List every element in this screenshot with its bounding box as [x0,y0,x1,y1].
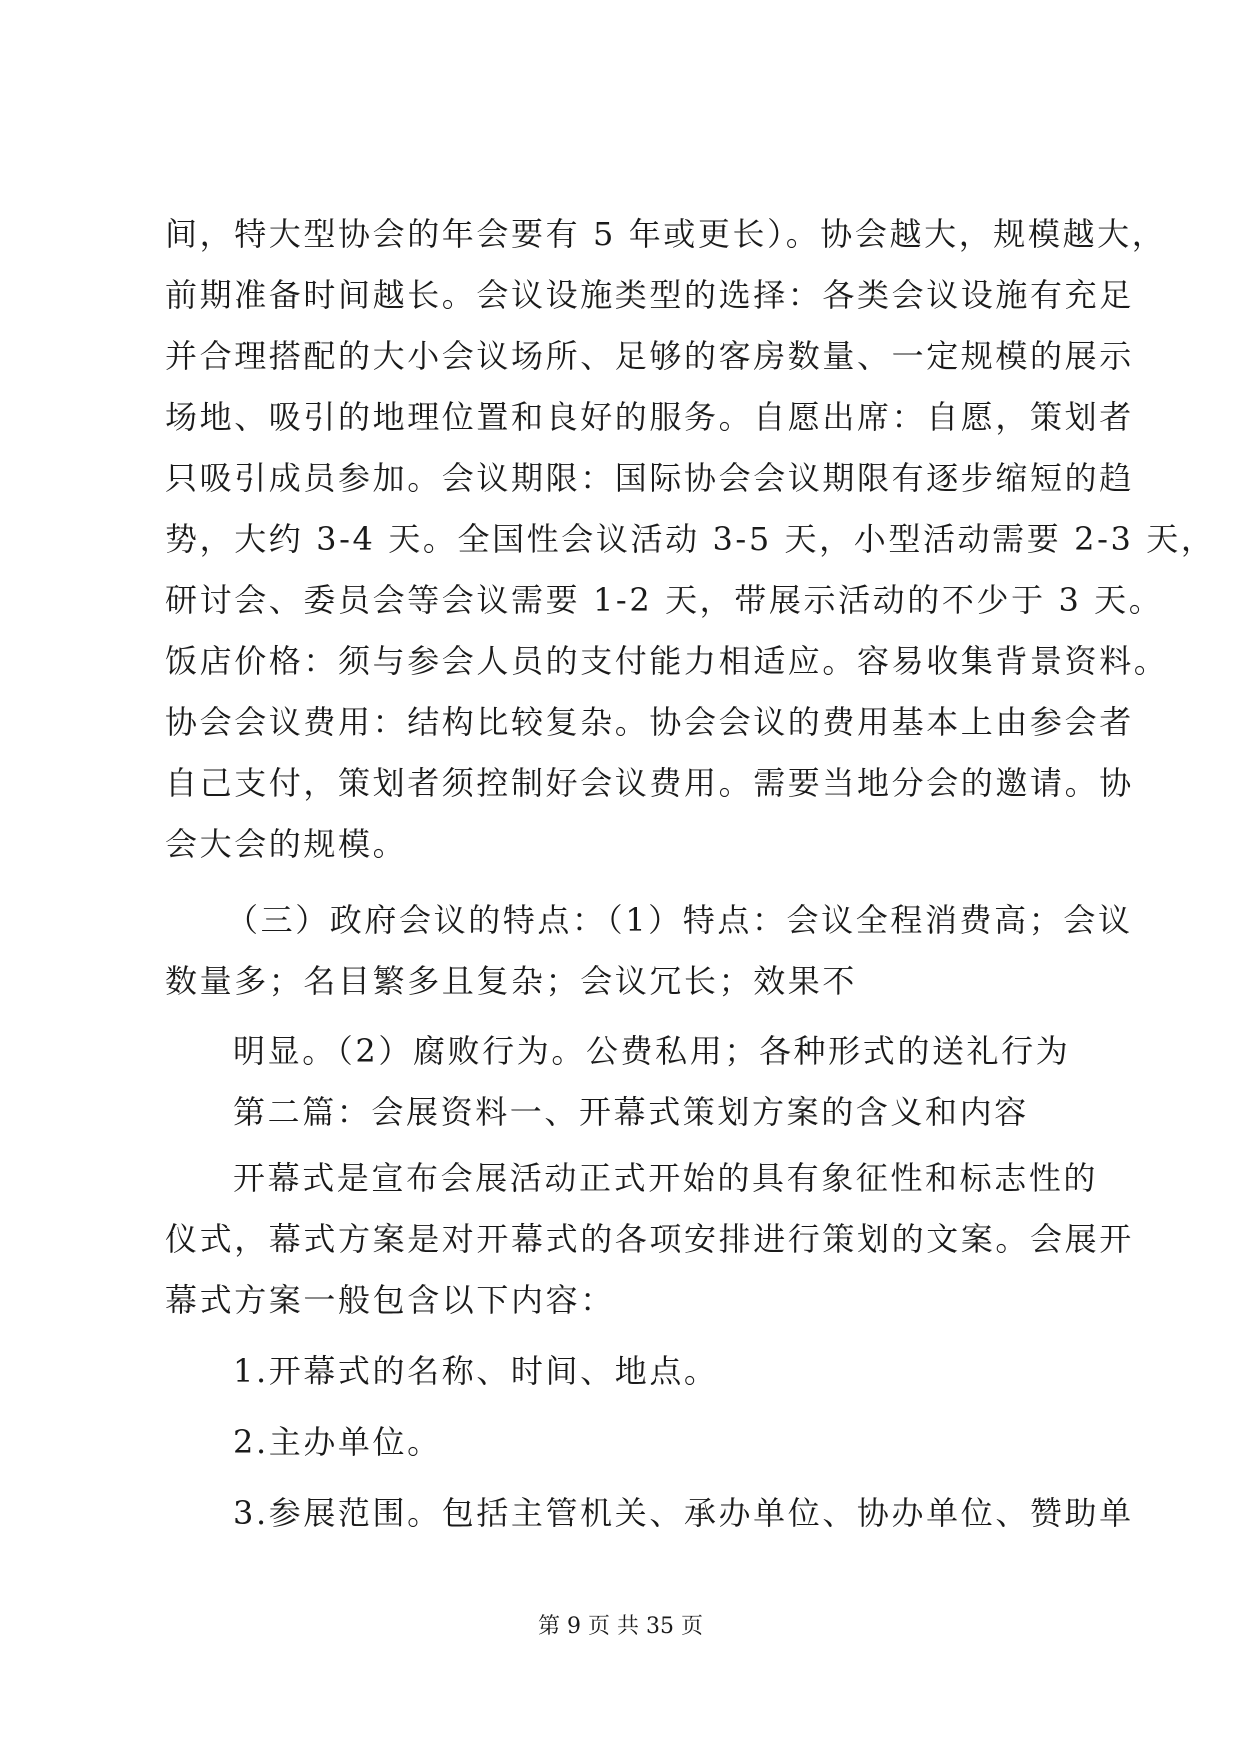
section-heading-line: （三）政府会议的特点：（1）特点：会议全程消费高；会议 [226,901,1133,939]
paragraph-line: 前期准备时间越长。会议设施类型的选择：各类会议设施有充足 [165,276,1134,314]
paragraph-line: 场地、吸引的地理位置和良好的服务。自愿出席：自愿，策划者 [165,398,1134,436]
paragraph-line: 间，特大型协会的年会要有 5 年或更长）。协会越大，规模越大， [165,215,1167,253]
paragraph-line: 仪式，幕式方案是对开幕式的各项安排进行策划的文案。会展开 [165,1220,1134,1258]
chapter-heading: 第二篇：会展资料一、开幕式策划方案的含义和内容 [233,1093,1029,1131]
paragraph-line: 饭店价格：须与参会人员的支付能力相适应。容易收集背景资料。 [165,642,1169,680]
list-item: 3.参展范围。包括主管机关、承办单位、协办单位、赞助单 [233,1494,1134,1532]
paragraph-line: 并合理搭配的大小会议场所、足够的客房数量、一定规模的展示 [165,337,1134,375]
paragraph-line: 协会会议费用：结构比较复杂。协会会议的费用基本上由参会者 [165,703,1134,741]
paragraph-line: 研讨会、委员会等会议需要 1-2 天，带展示活动的不少于 3 天。 [165,581,1164,619]
page-number-footer: 第 9 页 共 35 页 [538,1614,703,1639]
paragraph-line: 只吸引成员参加。会议期限：国际协会会议期限有逐步缩短的趋 [165,459,1134,497]
paragraph-line: 自己支付，策划者须控制好会议费用。需要当地分会的邀请。协 [165,764,1134,802]
list-item: 2.主办单位。 [233,1423,442,1461]
paragraph-line: 会大会的规模。 [165,825,408,863]
paragraph-line: 明显。（2）腐败行为。公费私用；各种形式的送礼行为 [233,1032,1071,1070]
paragraph-line: 幕式方案一般包含以下内容： [165,1281,615,1319]
paragraph-line: 数量多；名目繁多且复杂；会议冗长；效果不 [165,962,858,1000]
list-item: 1.开幕式的名称、时间、地点。 [233,1352,719,1390]
paragraph-line: 势，大约 3-4 天。全国性会议活动 3-5 天，小型活动需要 2-3 天， [165,520,1216,558]
paragraph-line: 开幕式是宣布会展活动正式开始的具有象征性和标志性的 [233,1159,1099,1197]
